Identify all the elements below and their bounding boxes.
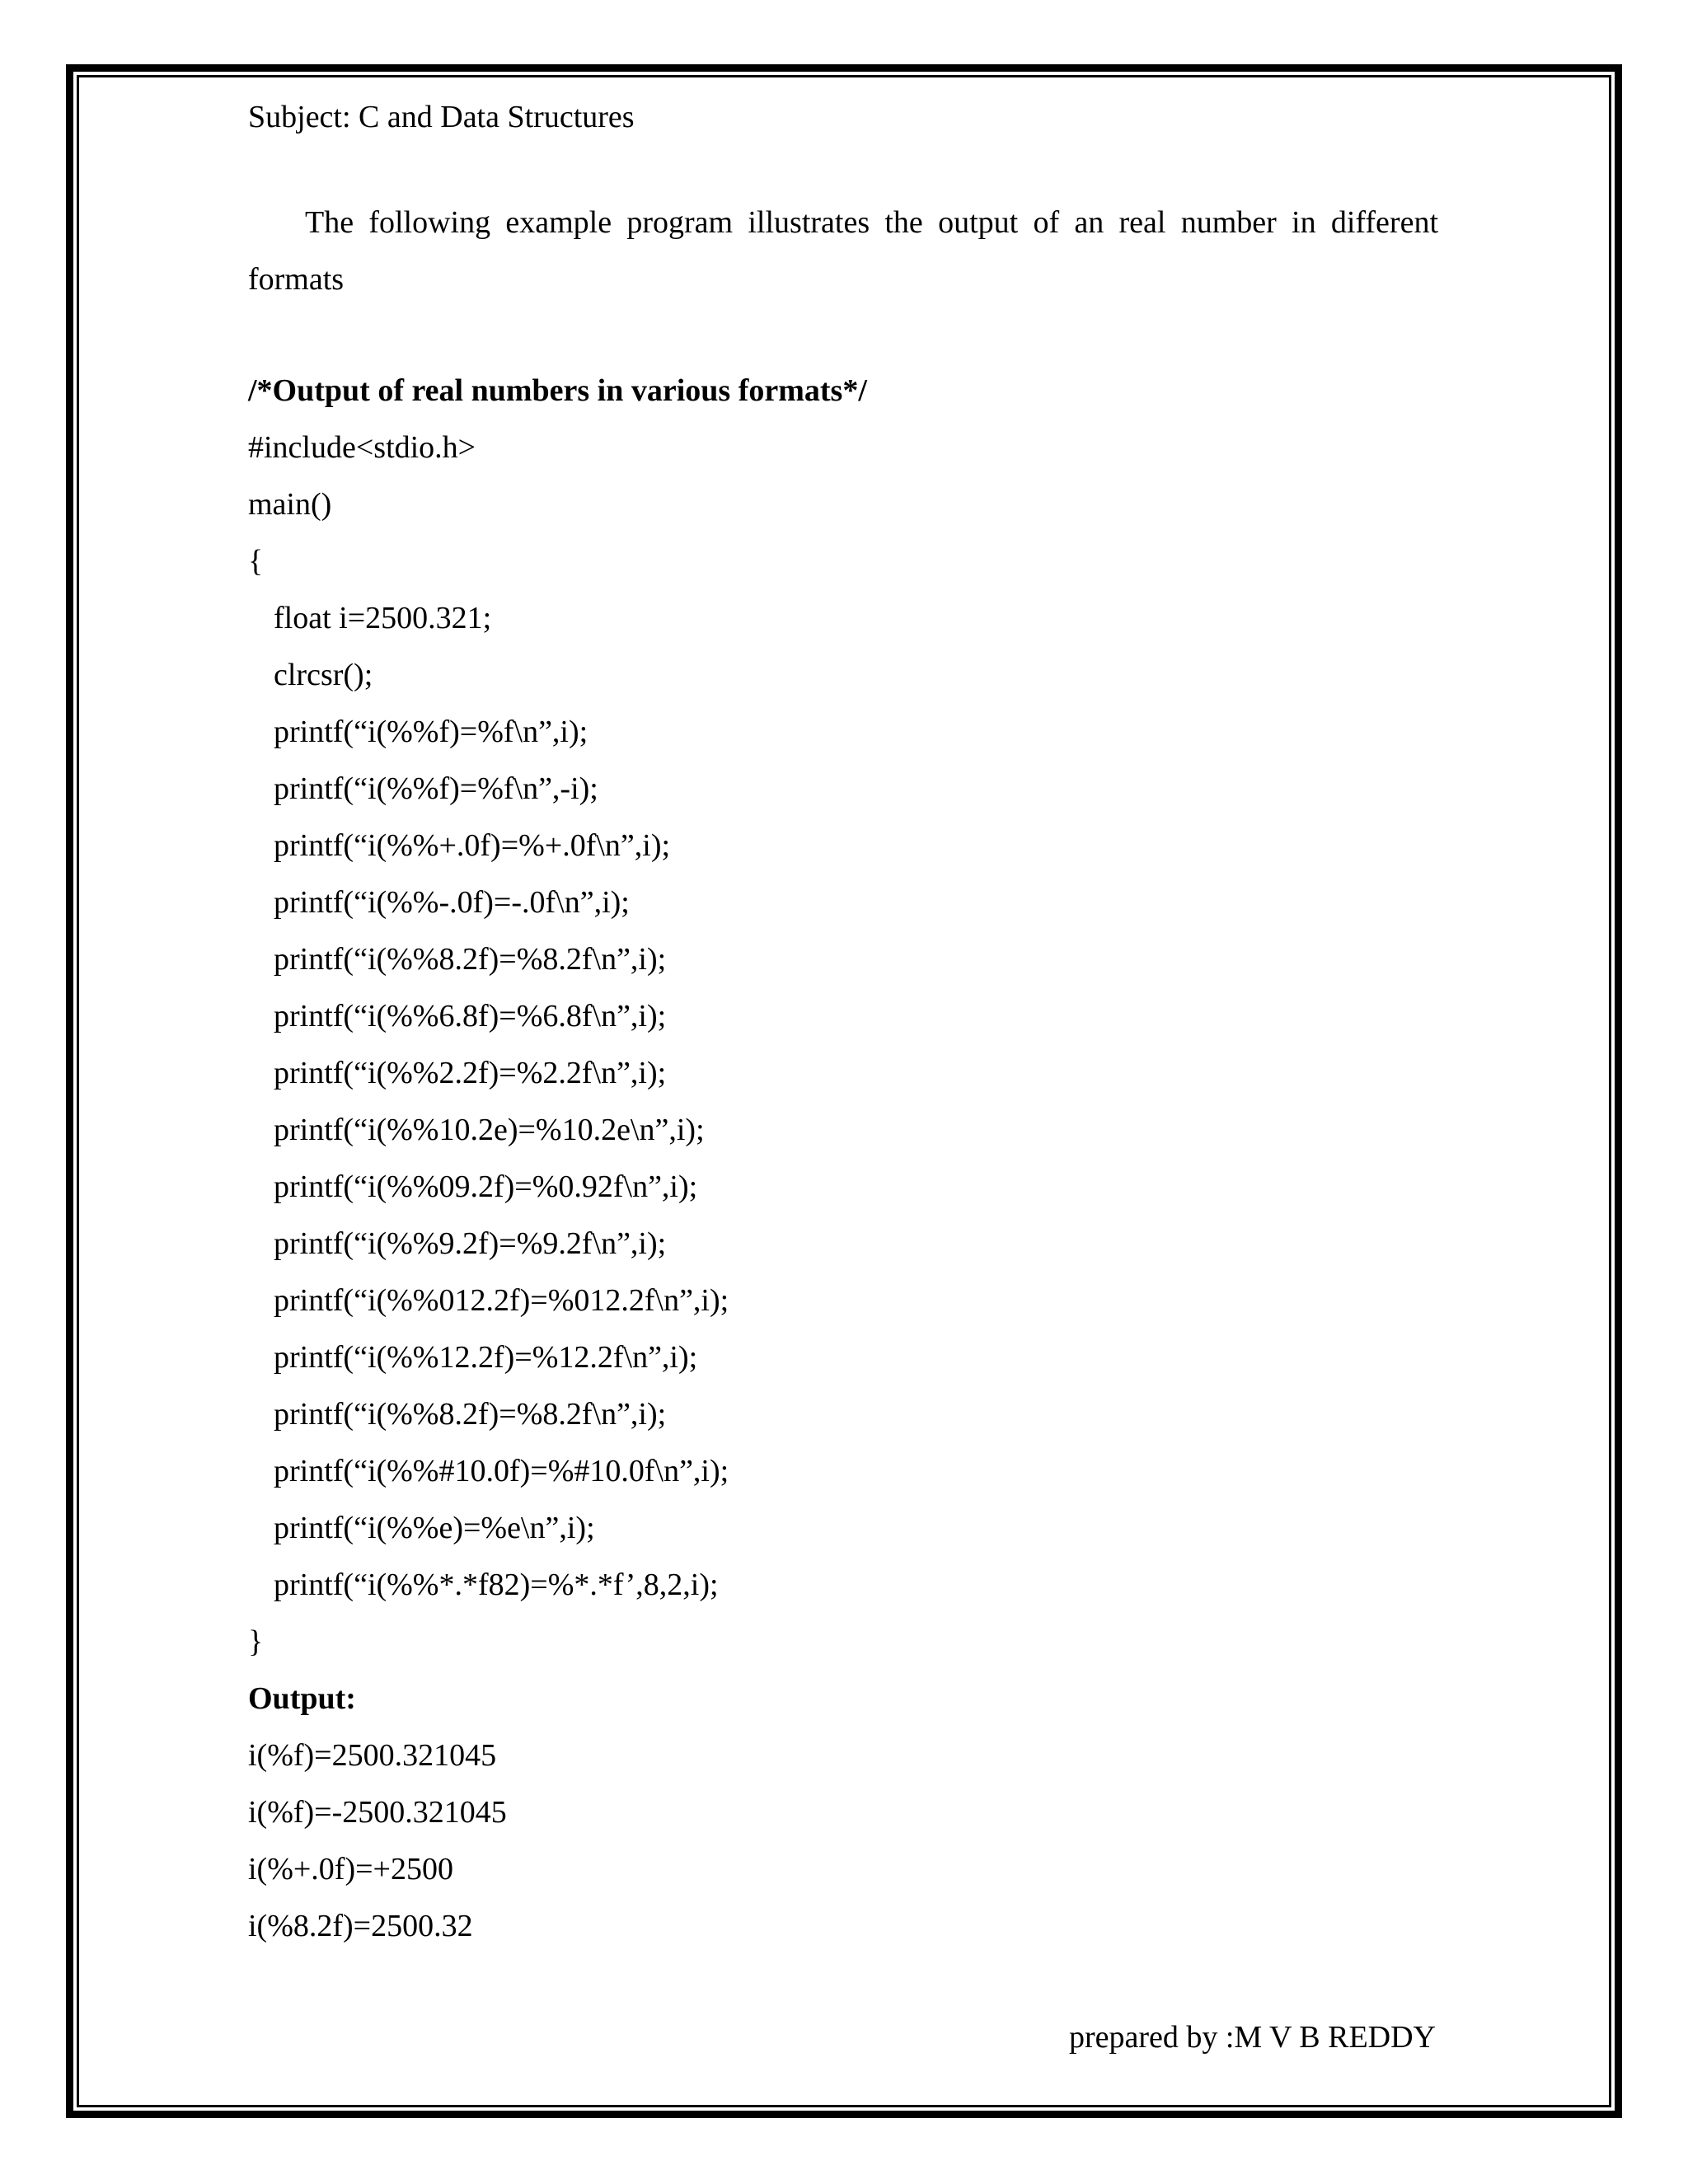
- output-line: i(%8.2f)=2500.32: [248, 1909, 473, 1943]
- open-brace: {: [248, 544, 264, 579]
- code-line: printf(“i(%%12.2f)=%12.2f\n”,i);: [274, 1340, 698, 1375]
- output-line: i(%+.0f)=+2500: [248, 1852, 453, 1886]
- prepared-by-footer: prepared by :M V B REDDY: [1068, 2020, 1436, 2055]
- close-brace: }: [248, 1624, 264, 1659]
- code-line: printf(“i(%%-.0f)=-.0f\n”,i);: [274, 885, 630, 920]
- code-line: printf(“i(%%f)=%f\n”,-i);: [274, 771, 598, 806]
- include-line: #include<stdio.h>: [248, 430, 476, 465]
- code-line: printf(“i(%%09.2f)=%0.92f\n”,i);: [274, 1169, 698, 1204]
- code-line: printf(“i(%%+.0f)=%+.0f\n”,i);: [274, 828, 671, 863]
- code-line: printf(“i(%%#10.0f)=%#10.0f\n”,i);: [274, 1454, 729, 1488]
- code-line: clrcsr();: [274, 658, 373, 692]
- output-line: i(%f)=-2500.321045: [248, 1795, 507, 1830]
- code-line: printf(“i(%%2.2f)=%2.2f\n”,i);: [274, 1056, 667, 1090]
- code-line: float i=2500.321;: [274, 601, 492, 635]
- program-listing: [248, 363, 867, 1955]
- code-line: printf(“i(%%6.8f)=%6.8f\n”,i);: [274, 999, 667, 1033]
- subject-header: Subject: C and Data Structures: [248, 100, 635, 134]
- intro-paragraph: The following example program illustrates the output of an real number in different formats: [248, 205, 1438, 297]
- code-line: printf(“i(%%f)=%f\n”,i);: [274, 715, 588, 749]
- code-line: printf(“i(%%e)=%e\n”,i);: [274, 1511, 595, 1545]
- code-line: printf(“i(%%8.2f)=%8.2f\n”,i);: [274, 1397, 667, 1432]
- code-line: printf(“i(%%10.2e)=%10.2e\n”,i);: [274, 1113, 705, 1147]
- code-line: printf(“i(%%9.2f)=%9.2f\n”,i);: [274, 1226, 667, 1261]
- main-declaration: main(): [248, 487, 332, 522]
- output-line: i(%f)=2500.321045: [248, 1738, 497, 1773]
- code-line: printf(“i(%%012.2f)=%012.2f\n”,i);: [274, 1283, 729, 1318]
- program-comment: /*Output of real numbers in various formats*/: [248, 373, 867, 408]
- output-heading: Output:: [248, 1681, 356, 1716]
- code-line: printf(“i(%%8.2f)=%8.2f\n”,i);: [274, 942, 667, 977]
- code-line: printf(“i(%%*.*f82)=%*.*f’,8,2,i);: [274, 1568, 719, 1602]
